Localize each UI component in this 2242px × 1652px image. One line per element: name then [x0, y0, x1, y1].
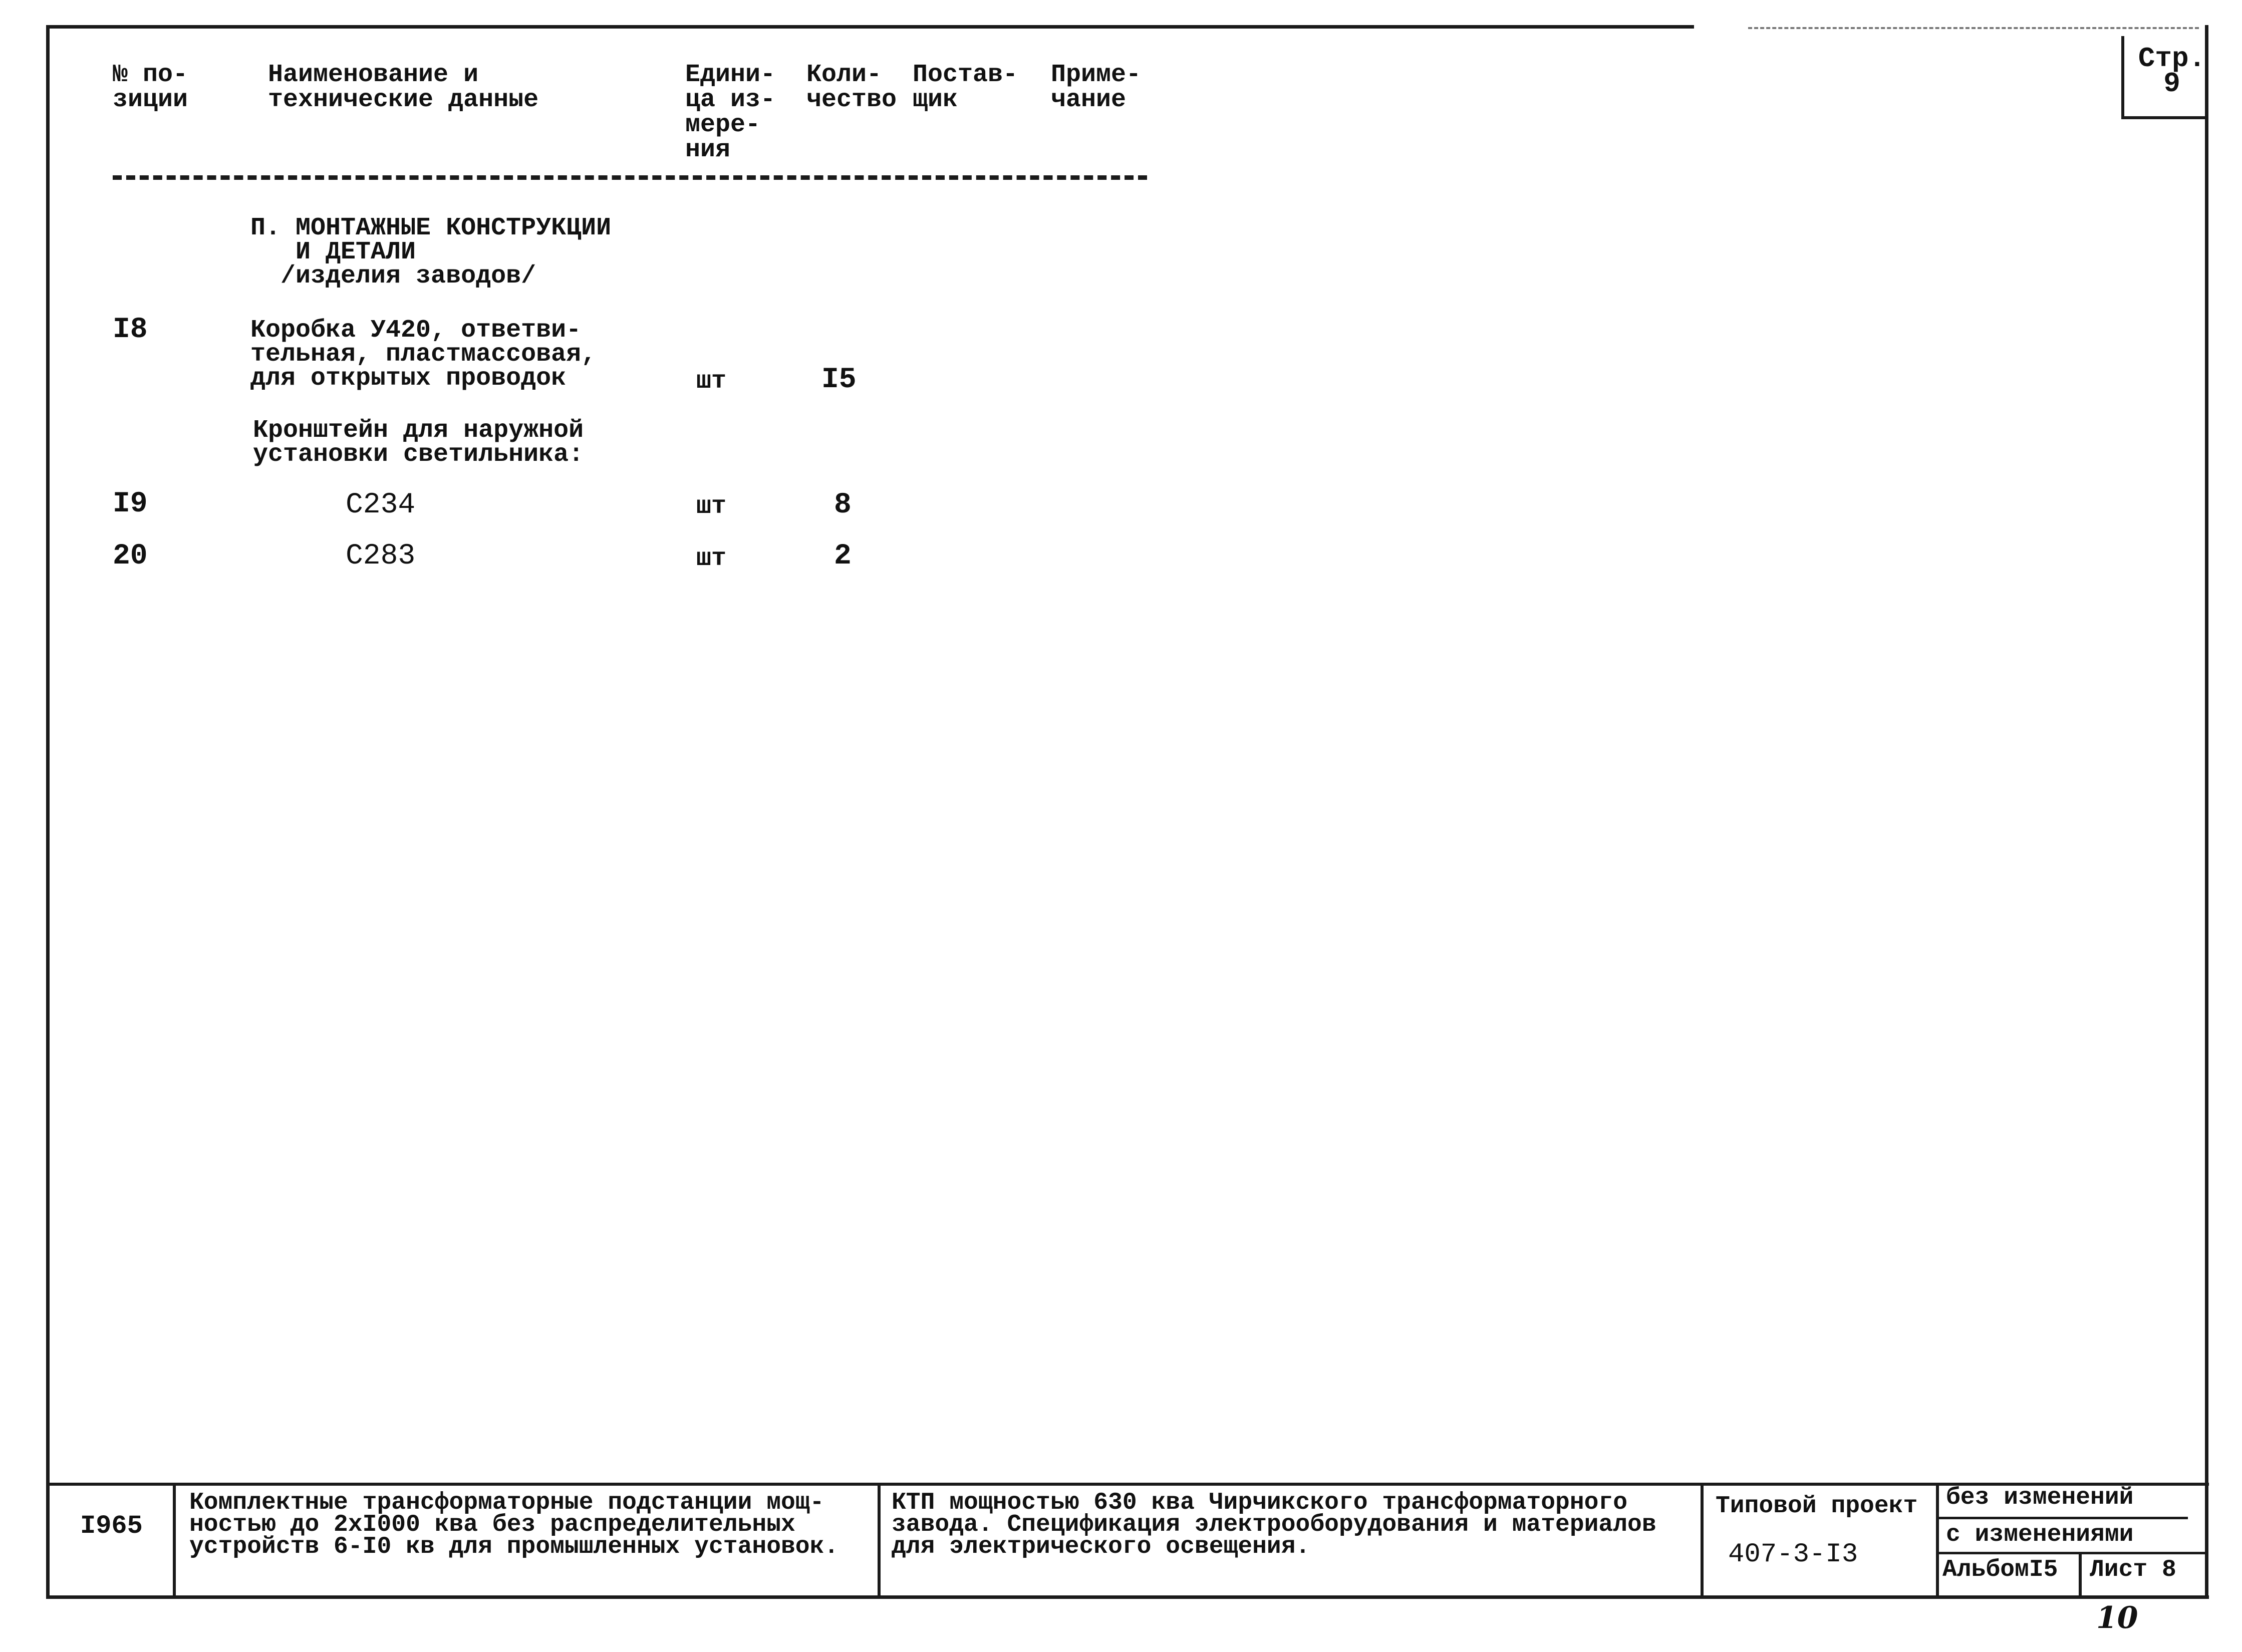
title-block-divider-1 — [173, 1483, 176, 1597]
row-20-position: 20 — [113, 540, 148, 573]
row-20-name: С283 — [346, 540, 416, 573]
section-title: П. МОНТАЖНЫЕ КОНСТРУКЦИИ И ДЕТАЛИ /изделия заводов/ — [250, 214, 612, 291]
row-18-quantity: I5 — [821, 364, 857, 396]
title-block-status-changed: с изменениями — [1946, 1521, 2134, 1548]
title-block-album-divider — [2079, 1552, 2082, 1596]
header-quantity: Коли- чество — [806, 61, 897, 114]
page-number-box — [2121, 36, 2206, 119]
title-block-status-underline — [1937, 1517, 2188, 1519]
frame-top-border-fragment — [1748, 27, 2199, 29]
row-18-position: I8 — [113, 314, 148, 346]
row-19-quantity: 8 — [834, 489, 852, 521]
title-block-album-top-line — [1937, 1552, 2208, 1554]
bracket-group-heading: Кронштейн для наружной установки светильника: — [253, 416, 584, 469]
page-number: 9 — [2163, 68, 2180, 100]
row-20-quantity: 2 — [834, 540, 852, 573]
header-name: Наименование и технические данные — [268, 61, 539, 114]
row-18-name: Коробка У420, ответви- тельная, пластмассовая, для открытых проводок — [250, 316, 597, 393]
title-block-year: I965 — [80, 1511, 143, 1541]
row-19-name: С234 — [346, 489, 416, 521]
title-block-divider-2 — [878, 1483, 881, 1597]
header-separator — [113, 175, 1147, 180]
row-20-unit: шт — [696, 544, 727, 573]
title-block-sheet: Лист 8 — [2090, 1556, 2176, 1583]
header-unit: Едини- ца из- мере- ния — [685, 61, 776, 164]
frame-bottom-border — [46, 1595, 2209, 1599]
frame-top-border — [46, 25, 1694, 29]
title-block-top-border — [46, 1483, 2209, 1486]
title-block-description-1: Комплектные трансформаторные подстанции мощ- ностью до 2хI000 ква без распределительных устройств 6-I0 кв для промышленных установок. — [189, 1489, 839, 1560]
title-block-description-2: КТП мощностью 630 ква Чирчикского трансформаторного завода. Спецификация электрооборудования и материалов для электрического освещения. — [892, 1489, 1656, 1560]
header-supplier: Постав- щик — [913, 61, 1018, 114]
title-block-divider-4 — [1936, 1483, 1939, 1597]
page-number-label: Стр. — [2138, 43, 2206, 75]
frame-left-border — [46, 25, 50, 1599]
title-block-project-label: Типовой проект — [1716, 1493, 1918, 1520]
frame-right-border — [2205, 25, 2208, 1599]
row-19-position: I9 — [113, 488, 148, 520]
handwritten-page-number: 10 — [2096, 1600, 2138, 1635]
title-block-divider-3 — [1701, 1483, 1704, 1597]
header-note: Приме- чание — [1051, 61, 1142, 114]
row-19-unit: шт — [696, 492, 727, 521]
row-18-unit: шт — [696, 367, 727, 396]
title-block-album: АльбомI5 — [1942, 1556, 2058, 1583]
title-block-project-number: 407-3-I3 — [1728, 1539, 1858, 1570]
header-position: № по- зиции — [113, 61, 188, 114]
title-block-status-unchanged: без изменений — [1946, 1484, 2134, 1511]
